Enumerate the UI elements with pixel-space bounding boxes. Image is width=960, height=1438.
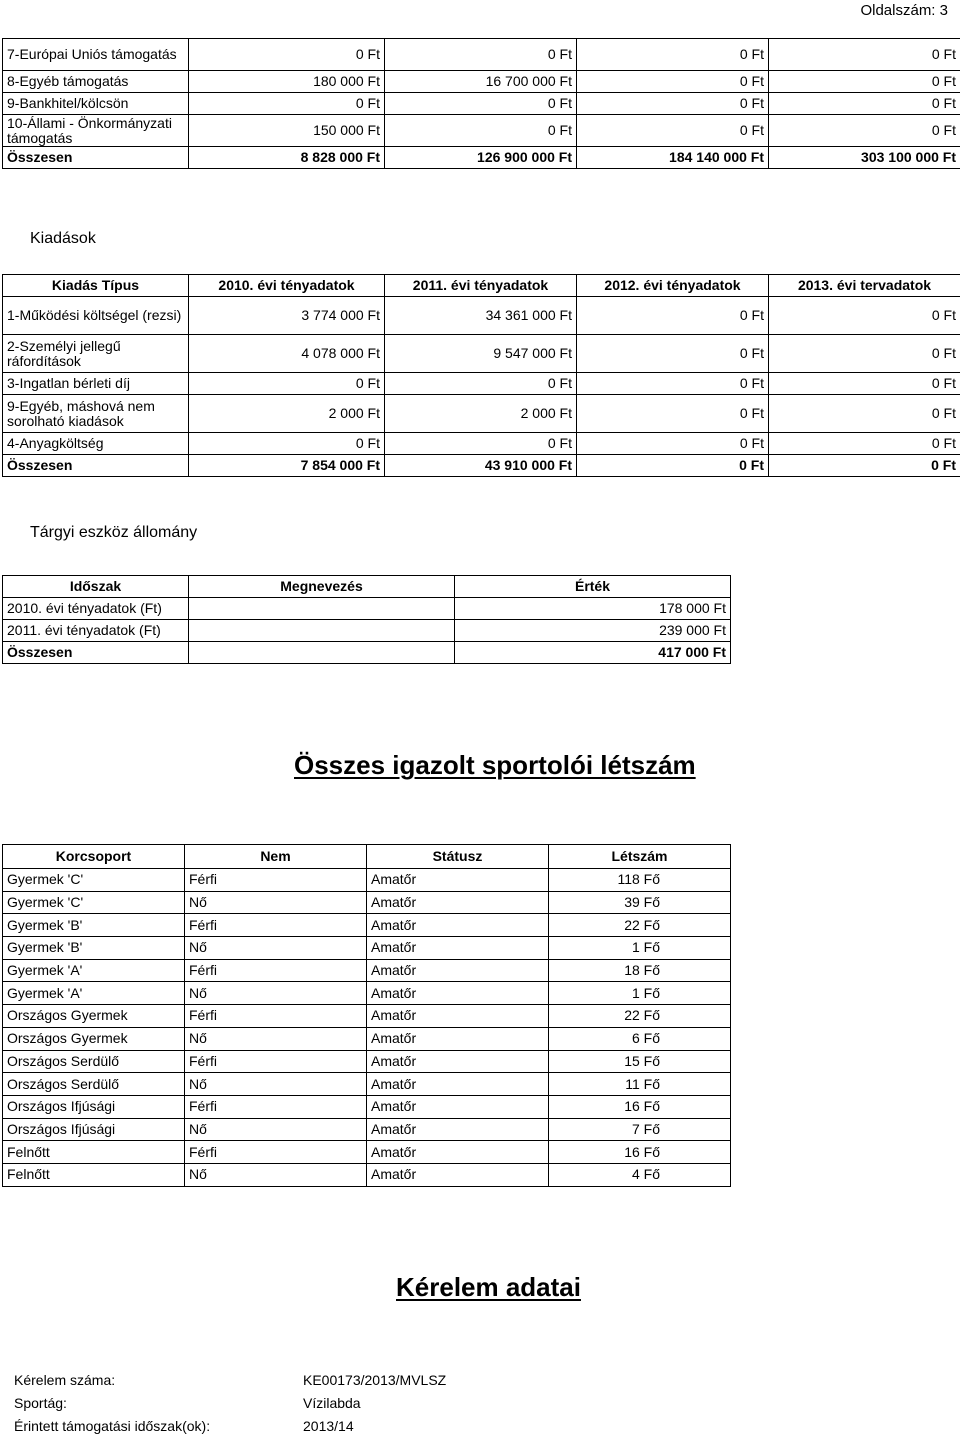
amount-cell: 0 Ft [769, 115, 960, 147]
athlete-cell: 1 Fő [549, 982, 731, 1005]
table-row [3, 1027, 731, 1050]
total-amount: 7 854 000 Ft [189, 455, 385, 477]
athlete-cell: Férfi [185, 1141, 367, 1164]
total-amount: 126 900 000 Ft [385, 147, 577, 169]
name-cell [189, 598, 455, 620]
table-row [3, 39, 960, 71]
amount-cell: 0 Ft [385, 433, 577, 455]
amount-cell: 2 000 Ft [189, 395, 385, 433]
row-label: 1-Működési költségel (rezsi) [3, 297, 189, 335]
athlete-cell: Férfi [185, 914, 367, 937]
income-table [2, 38, 960, 169]
amount-cell: 0 Ft [385, 373, 577, 395]
empty-cell [189, 642, 455, 664]
amount-cell: 0 Ft [769, 297, 960, 335]
athlete-cell: Amatőr [367, 914, 549, 937]
athlete-cell: Gyermek 'A' [3, 982, 185, 1005]
table-row [3, 1050, 731, 1073]
column-header: Kiadás Típus [3, 275, 189, 297]
athlete-cell: Országos Ifjúsági [3, 1118, 185, 1141]
athlete-cell: Országos Ifjúsági [3, 1095, 185, 1118]
table-row [3, 620, 731, 642]
athlete-cell: Nő [185, 1073, 367, 1096]
assets-title: Tárgyi eszköz állomány [30, 524, 198, 541]
amount-cell: 0 Ft [577, 373, 769, 395]
value-cell: 239 000 Ft [455, 620, 731, 642]
amount-cell: 0 Ft [577, 39, 769, 71]
table-row [3, 914, 731, 937]
athlete-cell: Amatőr [367, 1050, 549, 1073]
athlete-cell: Nő [185, 1163, 367, 1186]
table-row [3, 297, 960, 335]
athlete-cell: 39 Fő [549, 891, 731, 914]
assets-table [2, 575, 731, 664]
athlete-cell: Felnőtt [3, 1163, 185, 1186]
column-header: 2013. évi tervadatok [769, 275, 960, 297]
table-row [3, 1095, 731, 1118]
athlete-cell: 22 Fő [549, 914, 731, 937]
column-header: Korcsoport [3, 845, 185, 869]
total-amount: 0 Ft [769, 455, 960, 477]
athlete-cell: 22 Fő [549, 1005, 731, 1028]
athlete-cell: Amatőr [367, 1141, 549, 1164]
period-cell: 2011. évi tényadatok (Ft) [3, 620, 189, 642]
athlete-cell: Amatőr [367, 959, 549, 982]
athlete-cell: 15 Fő [549, 1050, 731, 1073]
amount-cell: 150 000 Ft [189, 115, 385, 147]
athlete-cell: Nő [185, 982, 367, 1005]
athlete-cell: 118 Fő [549, 869, 731, 892]
table-row [3, 433, 960, 455]
request-field-value: KE00173/2013/MVLSZ [303, 1372, 447, 1388]
expenses-table [2, 274, 960, 477]
athlete-cell: Férfi [185, 1095, 367, 1118]
table-row [3, 959, 731, 982]
column-header: 2012. évi tényadatok [577, 275, 769, 297]
column-header: 2010. évi tényadatok [189, 275, 385, 297]
amount-cell: 0 Ft [577, 433, 769, 455]
athlete-cell: Amatőr [367, 1118, 549, 1141]
request-title: Kérelem adatai [396, 1272, 581, 1302]
amount-cell: 2 000 Ft [385, 395, 577, 433]
total-row [3, 642, 731, 664]
row-label: 8-Egyéb támogatás [3, 71, 189, 93]
total-amount: 0 Ft [577, 455, 769, 477]
athlete-cell: Amatőr [367, 1073, 549, 1096]
amount-cell: 0 Ft [769, 71, 960, 93]
amount-cell: 34 361 000 Ft [385, 297, 577, 335]
table-row [3, 93, 960, 115]
row-label: 10-Állami - Önkormányzati támogatás [3, 115, 189, 147]
column-header: Státusz [367, 845, 549, 869]
row-label: 3-Ingatlan bérleti díj [3, 373, 189, 395]
athlete-cell: Amatőr [367, 1163, 549, 1186]
total-amount: 8 828 000 Ft [189, 147, 385, 169]
athlete-cell: Nő [185, 937, 367, 960]
table-row [3, 1073, 731, 1096]
amount-cell: 0 Ft [385, 39, 577, 71]
table-row [3, 982, 731, 1005]
column-header: 2011. évi tényadatok [385, 275, 577, 297]
amount-cell: 0 Ft [189, 93, 385, 115]
total-value: 417 000 Ft [455, 642, 731, 664]
athlete-cell: Amatőr [367, 937, 549, 960]
athlete-cell: Országos Serdülő [3, 1073, 185, 1096]
athlete-cell: 16 Fő [549, 1095, 731, 1118]
row-label: 7-Európai Uniós támogatás [3, 39, 189, 71]
athlete-cell: Amatőr [367, 891, 549, 914]
column-header: Nem [185, 845, 367, 869]
column-header: Megnevezés [189, 576, 455, 598]
athlete-cell: 11 Fő [549, 1073, 731, 1096]
athlete-cell: Amatőr [367, 869, 549, 892]
athlete-cell: Gyermek 'C' [3, 869, 185, 892]
amount-cell: 0 Ft [577, 297, 769, 335]
athlete-cell: Amatőr [367, 1027, 549, 1050]
table-row [3, 1141, 731, 1164]
value-cell: 178 000 Ft [455, 598, 731, 620]
table-row [3, 335, 960, 373]
table-row [3, 115, 960, 147]
amount-cell: 0 Ft [577, 93, 769, 115]
total-label: Összesen [3, 642, 189, 664]
total-amount: 184 140 000 Ft [577, 147, 769, 169]
total-row [3, 147, 960, 169]
athlete-cell: Nő [185, 1027, 367, 1050]
table-row [3, 937, 731, 960]
amount-cell: 4 078 000 Ft [189, 335, 385, 373]
request-field-label: Érintett támogatási időszak(ok): [14, 1418, 211, 1434]
total-label: Összesen [3, 147, 189, 169]
athlete-cell: Országos Gyermek [3, 1005, 185, 1028]
athlete-cell: Férfi [185, 1005, 367, 1028]
column-header: Létszám [549, 845, 731, 869]
amount-cell: 3 774 000 Ft [189, 297, 385, 335]
table-row [3, 373, 960, 395]
athlete-cell: 16 Fő [549, 1141, 731, 1164]
table-row [3, 1163, 731, 1186]
amount-cell: 0 Ft [769, 39, 960, 71]
athlete-cell: Nő [185, 1118, 367, 1141]
row-label: 9-Bankhitel/kölcsön [3, 93, 189, 115]
amount-cell: 0 Ft [385, 93, 577, 115]
athletes-table [2, 844, 731, 1187]
amount-cell: 0 Ft [189, 373, 385, 395]
athlete-cell: Gyermek 'A' [3, 959, 185, 982]
table-row [3, 598, 731, 620]
total-label: Összesen [3, 455, 189, 477]
column-header: Időszak [3, 576, 189, 598]
amount-cell: 0 Ft [769, 335, 960, 373]
amount-cell: 0 Ft [769, 93, 960, 115]
row-label: 4-Anyagköltség [3, 433, 189, 455]
athlete-cell: Férfi [185, 1050, 367, 1073]
amount-cell: 9 547 000 Ft [385, 335, 577, 373]
athlete-cell: Országos Serdülő [3, 1050, 185, 1073]
request-field-value: Vízilabda [303, 1395, 361, 1411]
athlete-cell: Amatőr [367, 982, 549, 1005]
athlete-cell: Gyermek 'B' [3, 914, 185, 937]
amount-cell: 0 Ft [769, 373, 960, 395]
athlete-cell: 6 Fő [549, 1027, 731, 1050]
athlete-cell: 1 Fő [549, 937, 731, 960]
table-row [3, 395, 960, 433]
athlete-cell: Gyermek 'B' [3, 937, 185, 960]
row-label: 2-Személyi jellegű ráfordítások [3, 335, 189, 373]
amount-cell: 180 000 Ft [189, 71, 385, 93]
athlete-cell: 18 Fő [549, 959, 731, 982]
table-row [3, 71, 960, 93]
total-amount: 303 100 000 Ft [769, 147, 960, 169]
row-label: 9-Egyéb, máshová nem sorolható kiadások [3, 395, 189, 433]
athlete-cell: Amatőr [367, 1095, 549, 1118]
amount-cell: 0 Ft [577, 71, 769, 93]
athlete-cell: 4 Fő [549, 1163, 731, 1186]
amount-cell: 0 Ft [385, 115, 577, 147]
expenses-title: Kiadások [30, 230, 96, 247]
request-field-value: 2013/14 [303, 1418, 354, 1434]
athlete-cell: Nő [185, 891, 367, 914]
period-cell: 2010. évi tényadatok (Ft) [3, 598, 189, 620]
amount-cell: 0 Ft [577, 395, 769, 433]
amount-cell: 0 Ft [189, 39, 385, 71]
athlete-cell: 7 Fő [549, 1118, 731, 1141]
amount-cell: 0 Ft [189, 433, 385, 455]
athlete-cell: Felnőtt [3, 1141, 185, 1164]
table-row [3, 1118, 731, 1141]
athlete-cell: Férfi [185, 869, 367, 892]
table-row [3, 869, 731, 892]
table-row [3, 891, 731, 914]
amount-cell: 16 700 000 Ft [385, 71, 577, 93]
athlete-cell: Amatőr [367, 1005, 549, 1028]
athlete-cell: Férfi [185, 959, 367, 982]
athlete-cell: Országos Gyermek [3, 1027, 185, 1050]
amount-cell: 0 Ft [769, 433, 960, 455]
request-field-label: Sportág: [14, 1395, 67, 1411]
total-amount: 43 910 000 Ft [385, 455, 577, 477]
amount-cell: 0 Ft [769, 395, 960, 433]
amount-cell: 0 Ft [577, 115, 769, 147]
column-header: Érték [455, 576, 731, 598]
name-cell [189, 620, 455, 642]
athletes-title: Összes igazolt sportolói létszám [294, 750, 696, 780]
table-row [3, 1005, 731, 1028]
athlete-cell: Gyermek 'C' [3, 891, 185, 914]
total-row [3, 455, 960, 477]
page-number: Oldalszám: 3 [860, 2, 948, 19]
amount-cell: 0 Ft [577, 335, 769, 373]
request-field-label: Kérelem száma: [14, 1372, 116, 1388]
